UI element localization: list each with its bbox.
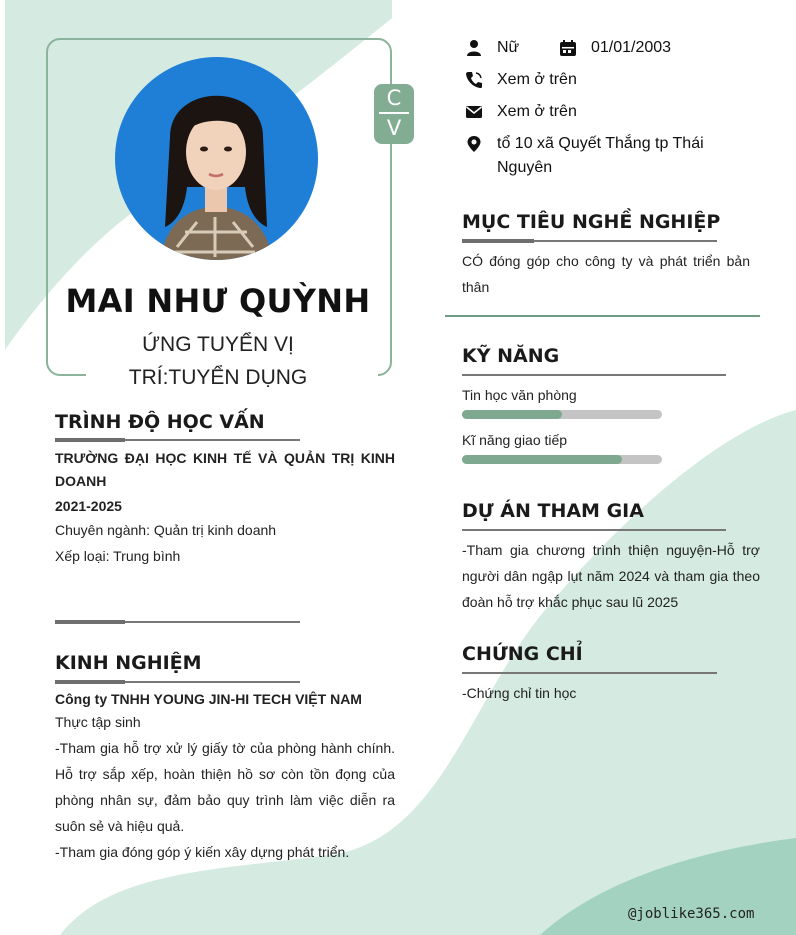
contact-phone — [465, 69, 577, 91]
education-major: Chuyên ngành: Quản trị kinh doanh — [55, 522, 277, 538]
gender-value: Nữ — [497, 39, 520, 56]
objective-rule-accent — [462, 239, 534, 243]
birthday-value: 01/01/2003 — [591, 39, 672, 56]
applied-position-line2: TRÍ:TUYỂN DỤNG — [128, 366, 308, 389]
cv-badge — [374, 84, 414, 144]
skill-bar-0 — [462, 410, 662, 419]
right-column-divider — [445, 315, 760, 317]
objective-title: MỤC TIÊU NGHỀ NGHIỆP — [462, 211, 721, 233]
certificates-rule — [462, 672, 717, 674]
email-value: Xem ở trên — [497, 103, 577, 120]
applied-position — [90, 328, 346, 394]
experience-role: Thực tập sinh — [55, 714, 141, 730]
experience-desc-1: -Tham gia hỗ trợ xử lý giấy tờ của phòng hành chính. Hỗ trợ sắp xếp, hoàn thiện hồ sơ còn tồn đọng của phòng nhân sự, đảm bảo quy trình làm việc diễn ra suôn sẻ và hiệu quả. — [55, 740, 395, 834]
skills-title: KỸ NĂNG — [462, 345, 560, 367]
address-value: tổ 10 xã Quyết Thắng tp Thái Nguyên — [497, 135, 704, 176]
skill-label-0: Tin học văn phòng — [462, 387, 577, 403]
skill-bar-fill-0 — [462, 410, 562, 419]
education-school: TRƯỜNG ĐẠI HỌC KINH TẾ VÀ QUẢN TRỊ KINH DOANH — [55, 450, 395, 489]
profile-photo — [115, 57, 318, 260]
skill-label-1: Kĩ năng giao tiếp — [462, 432, 568, 448]
skill-bar-1 — [462, 455, 662, 464]
cv-badge-bottom: V — [386, 115, 402, 140]
calendar-icon — [559, 39, 577, 57]
contact-address — [465, 133, 737, 179]
phone-icon — [465, 71, 483, 89]
experience-title: KINH NGHIỆM — [55, 652, 202, 674]
projects-title: DỰ ÁN THAM GIA — [462, 500, 644, 522]
candidate-name: MAI NHƯ QUỲNH — [65, 282, 371, 320]
experience-company: Công ty TNHH YOUNG JIN-HI TECH VIỆT NAM — [55, 691, 362, 707]
objective-text: CÓ đóng góp cho công ty và phát triển bản thân — [462, 253, 750, 295]
experience-desc-2: -Tham gia đóng góp ý kiến xây dựng phát triển. — [55, 844, 350, 860]
applied-position-line1: ỨNG TUYỂN VỊ — [142, 333, 294, 356]
skill-bar-fill-1 — [462, 455, 622, 464]
person-icon — [465, 39, 483, 57]
education-grade: Xếp loại: Trung bình — [55, 548, 181, 564]
footer-watermark: @joblike365.com — [628, 906, 755, 922]
experience-rule-accent — [55, 680, 125, 684]
education-title: TRÌNH ĐỘ HỌC VẤN — [55, 411, 265, 433]
envelope-icon — [465, 103, 483, 121]
skills-rule — [462, 374, 726, 376]
certificates-text: -Chứng chỉ tin học — [462, 685, 577, 701]
projects-text: -Tham gia chương trình thiện nguyện-Hỗ trợ người dân ngập lụt năm 2024 và tham gia theo đoàn hỗ trợ khắc phục sau lũ 2025 — [462, 542, 760, 610]
contact-email — [465, 101, 577, 123]
education-rule-accent — [55, 438, 125, 442]
cv-badge-top: C — [386, 86, 402, 110]
location-pin-icon — [465, 135, 483, 153]
projects-rule — [462, 529, 726, 531]
contact-gender — [465, 37, 671, 59]
education-years: 2021-2025 — [55, 498, 122, 514]
education-end-rule-accent — [55, 620, 125, 624]
certificates-title: CHỨNG CHỈ — [462, 643, 583, 665]
phone-value: Xem ở trên — [497, 71, 577, 88]
